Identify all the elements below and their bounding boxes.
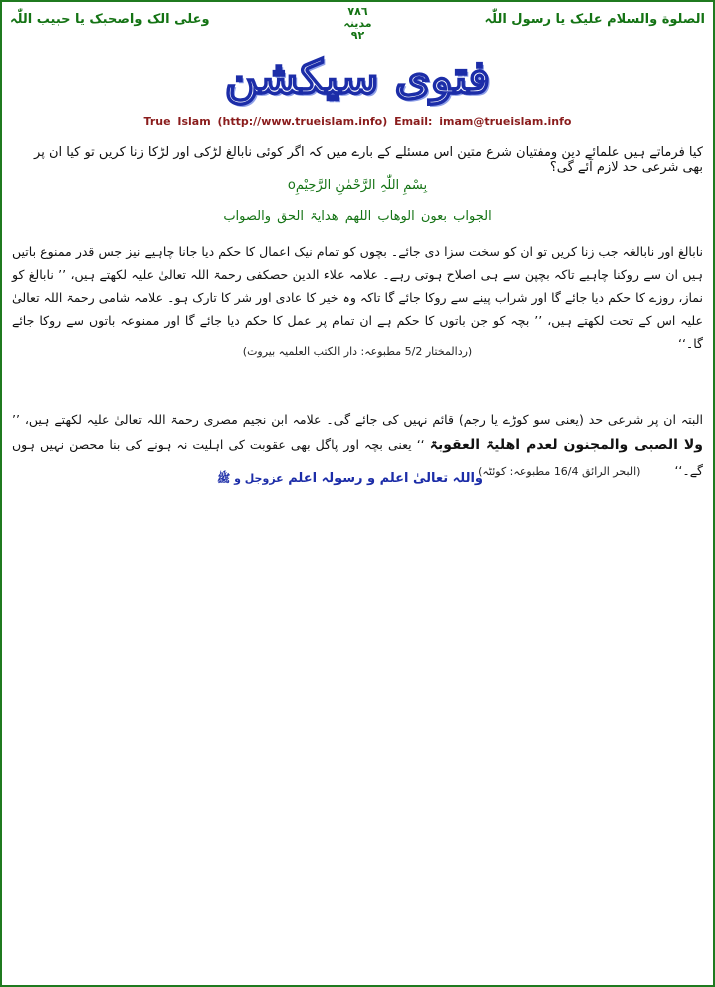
bismillah: بِسْمِ اللّٰہِ الرَّحْمٰنِ الرَّحِیْمِo (287, 178, 428, 193)
reference-2: (البحر الرائق 16/4 مطبوعہ: کوئٹہ) (478, 465, 641, 478)
reference-1: (ردالمختار 5/2 مطبوعہ: دار الکتب العلمیہ بیروت) (242, 345, 473, 358)
seal-line-1: ۷۸٦ (347, 5, 368, 18)
question-text: کیا فرماتے ہیں علمائے دین ومفتیان شرع متین اس مسئلے کے بارے میں کہ اگر کوئی نابالغ لڑکی اور لڑکا زنا کریں تو کیا ان پر بھی شرعی حد لازم آئے گی؟ (34, 145, 703, 175)
closing-honorific: عزوجل و ﷺ (216, 472, 284, 485)
answer-heading: الجواب بعون الوھاب اللھم ھدایۃ الحق والصواب (223, 209, 492, 224)
header-salutation-right: الصلوة والسلام علیک یا رسول اللّٰہ (484, 12, 705, 27)
page-title: فتوی سیکشن (224, 50, 491, 104)
site-contact-line: True Islam (http://www.trueislam.info) Email: imam@trueislam.info (143, 115, 572, 128)
closing-statement (213, 471, 483, 488)
para2-text: البتہ ان پر شرعی حد (یعنی سو کوڑے یا رجم) قائم نہیں کی جائے گی۔ علامہ ابن نجیم مصری رحمۃ اللہ تعالیٰ علیہ لکھتے ہیں، ’’ (12, 412, 703, 427)
header-center-seal (2, 6, 713, 42)
answer-paragraph-1: نابالغ اور نابالغہ جب زنا کریں تو ان کو سخت سزا دی جائے۔ بچوں کو تمام نیک اعمال کا حکم دیا جانا چاہیے نیز جس قدر ممنوع باتیں ہیں ان سے روکنا چاہیے تاکہ بچپن سے ہی اصلاح ہوتی رہے۔ علامہ علاء الدین حصکفی رحمۃ اللہ تعالیٰ علیہ لکھتے ہیں، ’’ نابالغ کو نماز، روزے کا حکم دیا جائے گا اور شراب پینے سے روکا جائے گا تاکہ وہ خیر کا عادی اور شر کا تارک ہو۔ علامہ شامی رحمۃ اللہ تعالیٰ علیہ اس کے تحت لکھتے ہیں، ’’ بچہ کو جن باتوں کا حکم ہے ان تمام پر عمل کا حکم دیا جائے گا اور ممنوعہ باتوں سے روکا جائے گا۔‘‘ (12, 244, 703, 351)
seal-line-2: مدینہ (343, 17, 372, 30)
para2-arabic-quote: ولا الصبی والمجنون لعدم اھلیۃ العقوبۃ (429, 437, 703, 453)
para2-translation: ‘‘ یعنی بچہ اور پاگل بھی عقوبت کی اہلیت نہ ہونے کی بنا محصن نہیں ہوں گے۔‘‘ (12, 437, 703, 478)
closing-text: واللہ تعالیٰ اعلم و رسولہ اعلم (288, 471, 483, 486)
header-salutation-left: وعلی الک واصحبک یا حبیب اللّٰہ (10, 12, 210, 27)
seal-line-3: ۹۲ (350, 29, 365, 42)
